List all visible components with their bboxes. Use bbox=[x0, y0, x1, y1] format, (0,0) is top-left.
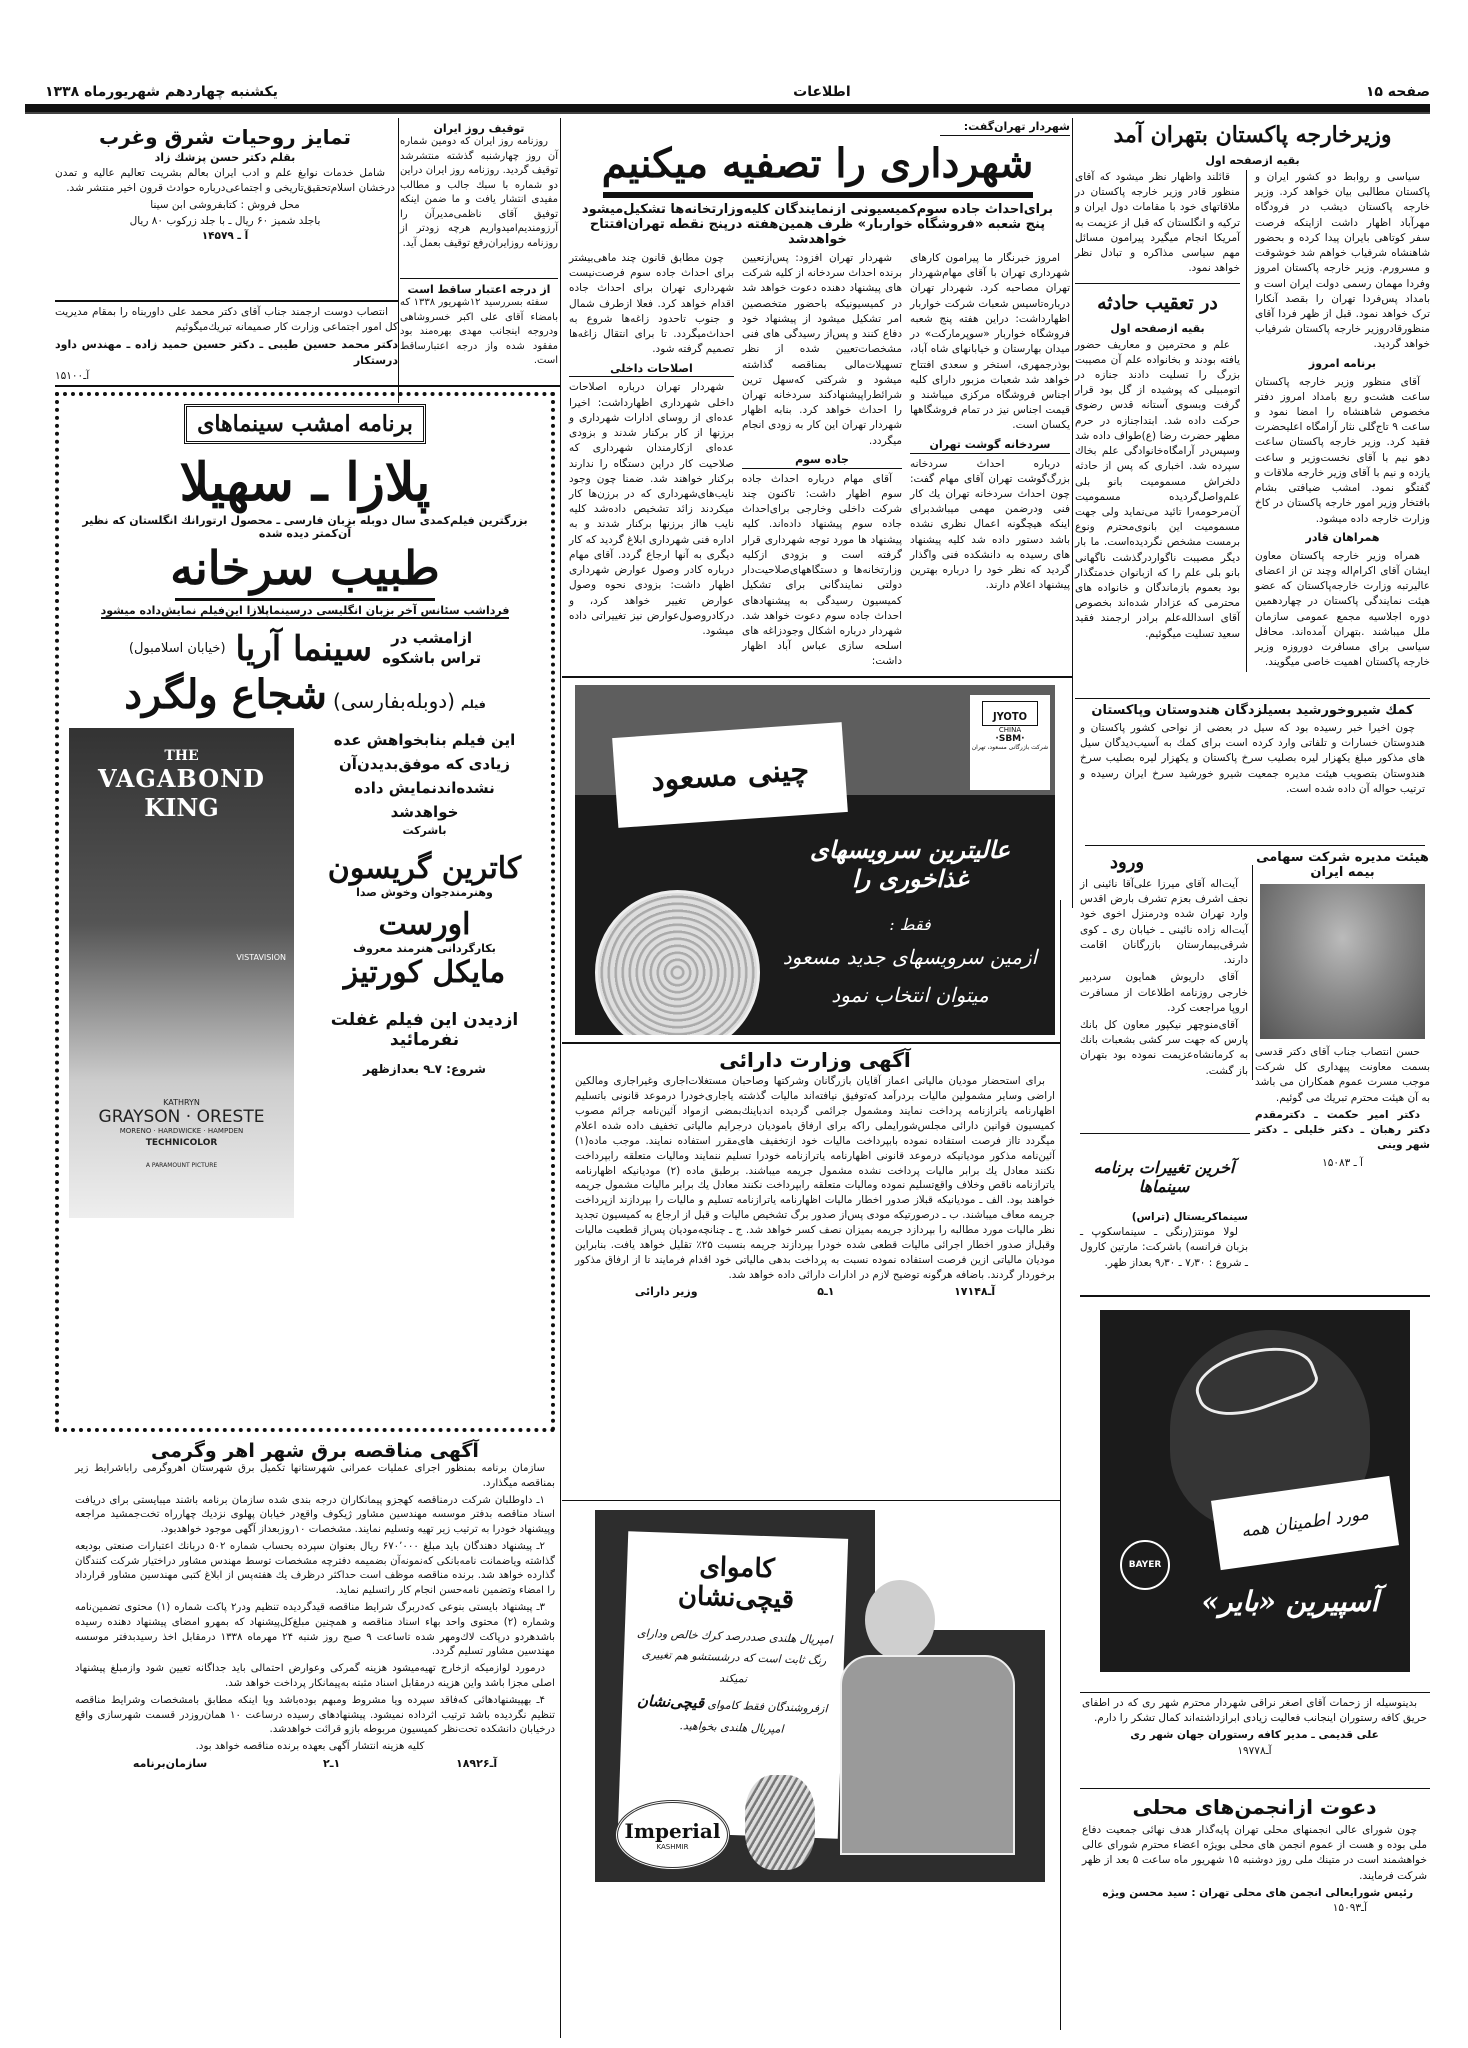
ad-book: تمایز روحیات شرق وغرب بقلم دکتر حسن پزشك زاد شامل خدمات نوابغ علم و ادب ایران بعالم بشریت تعالیم عالیه و تمدن درخشان اسلام‌تحقیق‌تاریخی و اجتماعی‌درباره حوادث قرون اخیر منتشر شد. محل فروش : کتابفروشی ابن سینا باجلد شمیز ۶۰ ریال ـ با جلد زرکوب ۸۰ ریال آ ـ ۱۴۵۷۹ bbox=[55, 125, 395, 244]
article-column: قائلند واظهار نظر میشود که آقای منظور قادر وزیر خارجه پاکستان در ملاقاتهای خود با مقامات دول ایران و ترکیه و انگلستان که قبل از عزیمت به آمریکا انجام میگیرد پیرامون مسائل مهم سیاسی مذاکره و تبادل نظر خواهد نمود. در تعقیب حادثه بقیه ازصفحه اول علم و محترمین و معاریف حضور یافته بودند و بخانواده علم آن مصیبت بزرگ را تسلیت دادند جنازه در اتومبیلی که پوشیده از گل بود قرار گرفت وبسوی آستانه قدس رضوی حرکت داده شد. ابتداجنازه در حرم مطهر حضرت رضا (ع)طواف داده شد وسپس‌در آرامگاه‌خانوادگی علم بخاك سپرده شد. اخباری که پس از حادثه دلخراش مسمومیت بانو بلی علم‌واصل‌گردیده مسمومیت آن‌مرحومه‌را تائید می‌نماید ولی جهت مسمومیت این بانوی‌محترم ونوع برمست مشخص نگردیده‌است. ما بار دیگر مصیبت ناگواردرگذشت ناگهانی بانو بلی علم را که ازبانوان خدمتگذار بود بعموم بازماندگان و خانواده های محترمی که عزادار شده‌اند بخصوص آقای اسدالله‌علم برادر ارجمند فقید سعید تسلیت میگوئیم. bbox=[1075, 170, 1247, 672]
model-head bbox=[865, 1580, 935, 1660]
kicker: شهردار تهران‌گفت: bbox=[940, 120, 1070, 136]
subhead: همراهان قادر bbox=[1305, 530, 1380, 544]
deck: برای‌احداث جاده سوم‌کمیسیونی ازنمایندگان کلیه‌وزارتخانه‌ها تشکیل‌میشود bbox=[581, 202, 1054, 217]
article-cinema-changes: آخرین تغییرات برنامه سینماها سینماکریستال (تراس) لولا مونتز(رنگی ـ سینماسکوپ ـ بزبان فرانسه) باشرکت: مارتین کارول ـ شروع : ۷٫۳۰ ـ ۹٫۳۰ بعداز ظهر. bbox=[1080, 1158, 1248, 1269]
headline: تمایز روحیات شرق وغرب bbox=[98, 125, 352, 149]
headline: وزیرخارجه پاکستان بتهران آمد bbox=[1113, 122, 1392, 148]
article-column: امروز خبرنگار ما پیرامون کارهای شهرداری تهران با آقای مهام‌شهردار تهران مصاحبه کرد. شهردار تهران درباره‌تاسیس شعبات شرکت خواربار اظهارداشت: دراین هفته پنج شعبه فروشگاه خواربار «سوپرمارکت» در میدان بهارستان و خیابانهای شاه آباد، بوذرجمهری، استخر و سعدی افتتاح خواهد شد شعبات مزبور دارای کلیه اجناس فروشگاه مرکزی میباشند و قیمت اجناس نیز در تمام فروشگاهها یکسان است. سردخانه گوشت تهران درباره احداث سردخانه بزرگ‌گوشت تهران آقای مهام گفت: چون احداث سردخانه تهران یك كار فنی ودرضمن مهمی میباشدبرای اینکه هیچگونه اعمال نظری نشده باشد دستور داده شد کلیه پیشنهاد های رسیده به دانشکده فنی واگذار گردید که نظر خود را درباره بهترین پیشنهاد اعلام دارند. bbox=[910, 252, 1070, 592]
article-accident: در تعقیب حادثه بقیه ازصفحه اول علم و محترمین و معاریف حضور یافته بودند و بخانواده علم آن مصیبت بزرگ را تسلیت دادند جنازه در اتومبیلی که پوشیده از گل بود قرار گرفت وبسوی آستانه قدس رضوی حرکت داده شد. ابتداجنازه در حرم مطهر حضرت رضا (ع)طواف داده شد وسپس‌در آرامگاه‌خانوادگی علم بخاك سپرده شد. اخباری که پس از حادثه دلخراش مسمومیت بانو بلی علم‌واصل‌گردیده مسمومیت آن‌مرحومه‌را تائید می‌نماید ولی جهت مسمومیت این بانوی‌محترم ونوع برمست مشخص نگردیده‌است. ما بار دیگر مصیبت ناگواردرگذشت ناگهانی بانو بلی علم را که ازبانوان خدمتگذار بود بعموم بازماندگان و خانواده های محترمی که عزادار شده‌اند بخصوص آقای اسدالله‌علم برادر ارجمند فقید سعید تسلیت میگوئیم. bbox=[1075, 291, 1240, 640]
continued-label: بقیه ازصفحه اول bbox=[1205, 154, 1300, 167]
paper-name: اطلاعات bbox=[793, 84, 851, 100]
signature: سازمان‌برنامه bbox=[132, 1756, 208, 1770]
author: بقلم دکتر حسن پزشك زاد bbox=[154, 151, 296, 164]
divider bbox=[562, 676, 1072, 678]
continued-label: بقیه ازصفحه اول bbox=[1110, 321, 1205, 335]
ad-code: آـ۱۹۷۷۸ bbox=[1237, 1744, 1272, 1757]
actor-name: کاترین گریسون bbox=[327, 850, 522, 886]
ad-code: آـ۱۵۰۹۳ bbox=[1332, 1902, 1367, 1915]
portrait-photo bbox=[1260, 884, 1425, 1039]
ad-imperial-wool bbox=[595, 1510, 1045, 1882]
issue-date: یکشنبه چهاردهم شهریورماه ۱۳۳۸ bbox=[45, 84, 278, 100]
deck: پنج شعبه «فروشگاه خواربار» ظرف همین‌هفته درپنج نقطه تهران‌افتتاح خواهدشد bbox=[589, 217, 1046, 247]
film-poster: THE VAGABOND KING VISTAVISION KATHRYN GRAYSON · ORESTE MORENO · HARDWICKE · HAMPDEN TECHNICOLOR A PARAMOUNT PICTURE bbox=[69, 728, 294, 1218]
ad-code: آـ۱۷۱۴۸ bbox=[954, 1284, 996, 1298]
headline: کمك شیروخورشید بسیلزدگان هندوستان وپاکستان bbox=[1091, 703, 1414, 718]
headline: آگهی مناقصه برق شهر اهر وگرمی bbox=[151, 1440, 479, 1462]
ad-code: آـ۱۸۹۲۶ bbox=[456, 1756, 498, 1770]
headline: آخرین تغییرات برنامه سینماها bbox=[1093, 1158, 1235, 1196]
column-divider bbox=[1060, 900, 1061, 2030]
showtime: شروع: ۷ـ۹ بعدازظهر bbox=[363, 1061, 486, 1076]
venue-name: پلازا ـ سهیلا bbox=[179, 452, 431, 513]
article-red-cross: کمك شیروخورشید بسیلزدگان هندوستان وپاکستان چون اخیرا خبر رسیده بود که سیل در بعضی از نواحی کشور پاکستان و هندوستان خسارات و تلفاتی وارد کرده است برای کمك به آسیب‌دیدگان سیل های مذکور مبلغ یکهزار لیره بصلیب سرخ پاکستان و یکهزار لیره بصلیب سرخ هندوستان بتصویب هیئت مدیره جمعیت شیرو خورشید سرخ ایران رسیده و ترتیب حواله آن داده شده است. bbox=[1080, 703, 1425, 795]
article-arrivals: ورود آیت‌اله آقای میرزا علی‌آقا نائینی از نجف اشرف بعزم تشرف بارض اقدس وارد تهران شده ودرمنزل اخوی خود آیت‌اله زاده نائینی ـ خیابان ری ـ کوی شرقی‌بیمارستان بازرگانان اقامت دارند. آقای داریوش همایون سردبیر خارجی روزنامه اطلاعات از مسافرت اروپا مراجعت کرد. آقای‌منوچهر نیکپور معاون کل بانك پارس که جهت سر کشی بشعبات بانك به کرمانشاه‌عزیمت نموده بود بتهران باز گشت. bbox=[1080, 852, 1248, 1077]
yarn-skein bbox=[745, 1775, 815, 1870]
headline: در تعقیب حادثه bbox=[1097, 291, 1218, 314]
notice-void-check: از درجه اعتبار ساقط است سفته بسررسید ۱۲شهریور ۱۳۳۸ که بامضاء آقای علی اکبر خسرو‌شاهی ودروجه اینجانب مهدی بهره‌مند بود مفقود شده واز درجه اعتبارساقط است. bbox=[400, 283, 558, 366]
director-name: مایکل کورتیز bbox=[343, 954, 506, 990]
article-column: چون مطابق قانون چند ماهی‌بیشتر برای احداث جاده سوم فرصت‌نیست شهرداری تهران برای احداث جاده اقدام خواهد کرد. فعلا ازطرف شمال و جنوب تاحدود زاغه‌ها شروع به احداث‌میگردد. تا برای انتقال زاغه‌ها تصمیم گرفته شود. اصلاحات داخلی شهردار تهران درباره اصلاحات داخلی شهرداری اظهارداشت: اخیرا عده‌ای از روسای ادارات شهرداری و برزنها از کار برکنار شدند و بزودی عده‌ای ازکارمندان شهرداری که صلاحیت کار دراین دستگاه را ندارند برکنار خواهند شد. ضمنا چون وجود نایب‌های‌شهرداری که در برزن‌ها کار میکردند زائد تشخیص داده‌شد کلیه نایب هااز برزنها برکنار شدند و به اداره فنی شهرداری ابلاغ گردید که کار دیگری به آنها ارجاع گردد. آقای مهام درباره کادر وصول عوارض شهرداری اظهار داشت: بزودی نحوه وصول عوارض تغییر خواهد کرد، و درکادروصول‌عوارض نیز تغییراتی داده میشود. bbox=[569, 252, 734, 637]
notice-finance-ministry: آگهی وزارت دارائی برای استحضار مودیان مالیاتی اعماز آقایان بازرگانان وشرکتها وصاحبان مستغلات‌اجاری وغیراجاری ومالکین اراضی وسایر مشمولین مالیات بردرآمد که‌توفیق نیافته‌اند مالیات گذشته یاجاری‌خودرا درموعد قانونی باتسلیم اظهارنامه یاترازنامه پرداخت نمایند ومشمول جرائمی گردیده اندباینك‌بمضی ازمواد آئین‌نامه جرائم مصوب کمیسیون قوانین دارائی مجلس‌شورایملی راکه برای ارفاق بامودیان درجرایم مالیاتی تخفیف داده شده اعلام میگردد تااز فرصت استفاده نموده بابپرداخت مالیات خود ازتخفیف های‌مقرر استفاده نمایند. موجب ماده(۱) آئین‌نامه مذکور مودیانیکه درموعد قانونی اظهارنامه یاترازنامه خودرا تسلیم ننمایند ومالیات متعلقه رابپرداخت نکنند معادل یك برابر مالیات پرداخت نشده مشمول جریمه میباشند. برطبق ماده (۲) مودیانیکه اظهارنامه یاترازنامه ناقص وخلاف واقع‌تسلیم نموده ومالیات متعلقه رابپرداخت نکنند معادل یك برابر مالیات مشمول جریمه خواهند بود. الف ـ مودیانیکه قبلاز صدور اخطار مالیات اظهارنامه یاترازنامه تسلیم و مالیات را بپردازند ازپرداخت جریمه معاف میباشند. ب ـ درصورتیکه مودی پس‌از صدور برگ تشخیص مالیات و قبل از ارجاع به کمیسیون تجدید نظر مالیات مورد مطالبه را بپردازد جریمه بمیزان نصف کسر خواهد شد. ج ـ چنانچه‌مودیان پس‌از قطعیت مالیات وقبل‌از صدور اخطار اجرائی مالیات قطعی شده خودرا بپردازند جریمه بنسبت ۲۵٪ تقلیل خواهد یافت. بنابراین مودیان مالیاتی ازین فرصت استفاده نموده نسبت به پرداخت بدهی مالیاتی خود اقدام فرمایند تا از ارفاق مذکور برخوردار گردند. باضافه هرگونه توضیح لازم در ادارات دارائی داده خواهد شد. آـ۱۷۱۴۸ ۱ـ۵ وزیر دارائی bbox=[575, 1048, 1055, 1298]
headline: شهرداری را تصفیه میکنیم bbox=[601, 140, 1034, 187]
column-divider bbox=[1072, 118, 1073, 908]
headline: از درجه اعتبار ساقط است bbox=[407, 283, 551, 296]
divider bbox=[55, 300, 398, 302]
ad-masoud-china: چینی مسعود JYOTO CHINA ·SBM· شرکت بازرگانی مسعود، تهران عالیترین سرویسهای غذاخوری را فقط : ازمین سرویسهای جدید مسعود میتوان انتخاب نمود bbox=[575, 685, 1055, 1035]
ad-cinema-program: برنامه امشب سینماهای پلازا ـ سهیلا بزرگترین فیلم‌کمدی سال دوبله بزبان فارسی ـ محصول ارتورانك انگلستان که نظیر آن‌کمتر دیده شده طبیب سرخانه فرداشب سئانس آخر بزبان انگلیسی درسینماپلازا این‌فیلم نمایش‌داده میشود ازامشب در تراس باشکوه سینما آریا (خیابان اسلامبول) فیلم (دوبله‌بفارسی) شجاع ولگرد این فیلم بنابخواهش عده زیادی که موفق‌بدیدن‌آن نشده‌اندنمایش داده خواهدشد باشرکت کاترین گریسون وهنرمندجوان وخوش صدا اورست بکارگردانی هنرمند معروف مایکل کورتیز ازدیدن این فیلم غفلت نفرمائید شروع: ۷ـ۹ بعدازظهر THE VAGABOND KING VISTAVISION KATHRYN GRAYSON · ORESTE MORENO · HARDWICKE · HAMPDEN TECHNICOLOR A PARAMOUNT PICTURE bbox=[55, 392, 555, 1432]
headline: ورود bbox=[1110, 852, 1145, 873]
column-divider bbox=[1252, 865, 1253, 1080]
ad-slogan: عالیترین سرویسهای غذاخوری را bbox=[809, 835, 1011, 893]
jyoto-logo: JYOTO CHINA ·SBM· شرکت بازرگانی مسعود، تهران bbox=[970, 695, 1050, 790]
column-divider bbox=[398, 118, 399, 403]
divider bbox=[1085, 845, 1425, 846]
film-title: طبیب سرخانه bbox=[170, 541, 440, 596]
signature: وزیر دارائی bbox=[634, 1284, 698, 1298]
ad-bayer-aspirin bbox=[1100, 1310, 1410, 1672]
banner: برنامه امشب سینماهای bbox=[184, 404, 426, 444]
article-mayor bbox=[565, 120, 1070, 672]
imperial-logo: Imperial KASHMIR bbox=[615, 1800, 730, 1870]
masthead-rule bbox=[25, 104, 1430, 114]
ad-code: آ ـ ۱۵۰۸۳ bbox=[1322, 1156, 1363, 1169]
article-insurance: هیئت مدیره شرکت سهامی بیمه ایران حسن انتصاب جناب آقای دکتر قدسی بسمت معاونت پیهداری کل شرکت موجب مسرت عموم همکاران می باشد به آن هیئت محترم تبریك می گوئیم. دکتر امیر حکمت ـ دکترمقدم دکتر رهبان ـ دکتر خلیلی ـ دکتر شهر وینی آ ـ ۱۵۰۸۳ bbox=[1255, 850, 1430, 1171]
headline: هیئت مدیره شرکت سهامی bbox=[1256, 850, 1429, 865]
divider bbox=[1080, 1133, 1250, 1134]
divider bbox=[1075, 698, 1430, 699]
divider bbox=[400, 278, 558, 279]
headline: آگهی وزارت دارائی bbox=[719, 1048, 911, 1072]
article-column: شهردار تهران افزود: پس‌ازتعیین برنده احداث سردخانه از کلیه شرکت های پیشنهاد دهنده دعوت خواهد شد در کمیسیونیکه باحضور متخصصین امر تشکیل میشود از پیشنهاد خود دفاع کنند و پس‌از رسیدگی های فنی مشخصات‌تعیین شده از نظر تسهیلات‌مالی بمناقصه گذاشته میشود و شرکتی که‌سهل ترین شرائط‌راپیشنهادکند سردخانه تهران را احداث خواهد کرد. بنابه اظهار شهردار تهران این کار به زودی انجام میگردد. جاده سوم آقای مهام درباره احداث جاده سوم اظهار داشت: تاکنون چند شرکت داخلی وخارجی برای‌احداث جاده سوم پیشنهاد داده‌اند. کلیه پیشنهاد ها مورد توجه شهرداری قرار گرفته است و بزودی ازکلیه وزارتخانه‌ها و دستگاههای‌صلاحیت‌دار دولتی نمایندگانی برای تشکیل کمیسیون رسیدگی به پیشنهادهای احداث جاده سوم دعوت خواهد شد. شهردار درباره اشکال وجودزاغه های اسلحه سازی عباس آباد اظهار داشت: bbox=[742, 252, 902, 668]
notice-congrats: انتصاب دوست ارجمند جناب آقای دکتر محمد علی داوربناه را بمقام مدیریت کل امور اجتماعی وزارت کار صمیمانه تبریك‌میگوئیم دکتر محمد حسین طیبی ـ دکتر حسین حمید زاده ـ مهندس داود درستکار آـ۱۵۱۰۰ bbox=[55, 305, 398, 385]
headline: دعوت ازانجمن‌های محلی bbox=[1132, 1795, 1377, 1819]
divider bbox=[562, 1500, 1060, 1501]
divider bbox=[1080, 1295, 1430, 1297]
headline: توقیف روز ایران bbox=[433, 122, 525, 135]
divider bbox=[562, 1042, 1060, 1044]
actor-name: اورست bbox=[378, 906, 471, 942]
divider bbox=[55, 385, 560, 387]
subhead: برنامه امروز bbox=[1308, 356, 1377, 370]
divider bbox=[1080, 1692, 1430, 1693]
ad-card: کاموای قیچی‌نشان امپریال هلندی صددرصد کرك خالص ودارای رنگ ثابت است که درشستشو هم تغییری نمیکند ازفروشندگان فقط کاموای قیچی‌نشان امپریال هلندی بخواهید. bbox=[618, 1531, 848, 1838]
notice-councils: دعوت ازانجمن‌های محلی چون شورای عالی انجمنهای محلی تهران پایه‌گذار هدف نهائی جمعیت دفاع ملی بوده و هست از عموم انجمن های محلی بویژه اعضاء محترم شورای عالی خواهشمند است در متینك ملی روز دوشنبه ۱۵ شهریور ماه ساعت ۵ بعد از ظهر شرکت فرمایند. رئیس شورایعالی انجمن های محلی تهران : سید محسن ویژه آـ۱۵۰۹۳ bbox=[1082, 1795, 1427, 1916]
notice-thanks: بدینوسیله از زحمات آقای اصغر نراقی شهردار محترم شهر ری که در اطفای حریق کافه رستوران اینجانب فعالیت زیادی ابرازداشته‌اند کمال تشکر را دارم. علی قدیمی ـ مدیر کافه رستوران جهان شهر ری آـ۱۹۷۷۸ bbox=[1082, 1696, 1427, 1759]
model-sweater bbox=[840, 1655, 1015, 1855]
notice-ruz-iran: توقیف روز ایران روزنامه روز ایران که دومین شماره آن روز چهارشنبه گذشته منتشرشد توقیف گردید. روزنامه روز ایران دراین دو شماره با سبك جالب و مطالب مفیدی انتشار یافت و ما ضمن اینکه توفیق آقای ناظمی‌مدیرآن را آرزومندیم‌امیدواریم هرچه زودتر از روزنامه روزایران‌رفع توقیف بعمل آید. bbox=[400, 122, 558, 249]
notice-tender: آگهی مناقصه برق شهر اهر وگرمی سازمان برنامه بمنظور اجرای عملیات عمرانی شهرستانها تکمیل برق شهرستان اهروگرمی راباشرایط زیر بمناقصه میگذارد. ۱ـ داوطلبان شرکت درمناقصه کهجزو پیمانکاران درجه بندی شده سازمان برنامه باشند میبایستی برای دریافت اسناد مناقصه بدفتر موسسه مهندسین مشاور ژیکوف واقع‌در خیابان پهلوی نزدیك چهارراه تخت‌جمشید مراجعه وپیشنهاد خودرا به ترتیب زیر تهیه وتسلیم نمایند. مشخصات ۱۰روزبعداز آگهی موجود خواهدبود. ۲ـ پیشنهاد دهندگان باید مبلغ ۶۷۰٬۰۰۰ ریال بعنوان سپرده بحساب شماره ۵۰۲ دربانك اعتبارات صنعتی بودیعه گذاشته ویاضمانت نامه‌بانکی که‌نمونه‌آن بضمیمه دفترچه مشخصات توسط مهندس مشاور دراختیار شرکت کنندگان گذارده خواهد شد. برنده مناقصه موظف است حداکثر درظرف یك هفته‌پس از ابلاغ کتبی مهندسین مشاور قرارداد را امضاء وتضمین نامه‌حسن انجام کار راتسلیم نماید. ۳ـ پیشنهاد بایستی بنوعی که‌دربرگ شرایط مناقصه قیدگردیده تنظیم ودر۲ پاکت شماره (۱) محتوی تضمین‌نامه وشماره (۲) محتوی واحد بهاء اسناد مناقصه و همچنین مبلغ‌کل‌پیشنهاد که بمهرو امضای پیشنهاد دهنده رسیده باشدهردو درپاکت لاك‌ومهر شده تاساعت ۹ صبح روز شنبه ۲۴ مهرماه ۱۳۳۸ درمقابل اخذ رسیدبدفتر موسسه مهندسین مشاور تسلیم گردد. درمورد لوازمیکه ازخارج تهیه‌میشود هزینه گمرکی وعوارض احتمالی باید جداگانه تعیین شود وازمبلغ پیشنهاد اصلی مجزا باشد واین هزینه درمقابل اسناد مثبته به‌پیمانکار پرداخت خواهد شد. ۴ـ بهپیشنهادهائی که‌فاقد سپرده ویا مشروط ومبهم بوده‌باشد ویا اینکه مطابق بامشخصات وشرایط مناقصه تنظیم نگردیده باشد ترتیب اثرداده نمیشود. پیشنهادهای رسیده درساعت ۱۰ همان‌روزدر قسمت شهرسازی واقع درخیابان دانشکده تحت‌نظر کمیسیون مربوطه بازو قرائت خواهدشد. کلیه هزینه انتشار آگهی بعهده برنده مناقصه خواهد بود. آـ۱۸۹۲۶ ۱ـ۲ سازمان‌برنامه bbox=[75, 1440, 555, 1770]
headline: بیمه ایران bbox=[1310, 865, 1375, 880]
masthead bbox=[45, 80, 1430, 104]
film-title: شجاع ولگرد bbox=[124, 670, 328, 718]
article-column: سیاسی و روابط دو کشور ایران و پاکستان مطالبی بیان خواهد کرد. وزیر خارجه پاکستان دیشب در فرودگاه مهرآباد اظهار داشت ازاینکه فرصت سفر کوتاهی بایران پیدا کرده و بحضور شاهنشاه شرفیاب خواهم شد خوشوقت و مسرورم. وزیر خارجه پاکستان امروز وفردا مهمان رسمی دولت ایران است و بامداد پس‌فردا تهران را بقصد آنکارا ترک خواهد نمود. قبل از ظهر فردا آقای منظورقادروزیر خارجه پاکستان شرفیاب خواهد گردید. برنامه امروز آقای منظور وزیر خارجه پاکستان ساعت هشت‌و ربع بامداد امروز دفتر مخصوص شاهنشاه را امضا نمود و ساعت ۹ تاج‌گلی نثار آرامگاه اعلیحضرت فقید کرد. وزیر خارجه پاکستان ساعت دهو نیم با آقای نخست‌وزیر و ساعت یازده و نیم با آقای وزیر خارجه ملاقات و گفتگو نمود. امشب ضیافتی بشام بافتخار وزیر امور خارجه پاکستان در کاخ وزارت خارجه داده میشود. همراهان قادر همراه وزیر خارجه پاکستان معاون ایشان آقای اکرام‌اله وچند تن از اعضای عالیرتبه وزارت خارجه‌پاکستان که عضو هیئت نمایندگی پاکستان در چهاردهمین دوره اجلاسیه مجمع عمومی سازمان ملل میباشند .بتهران آمده‌اند. محافل سیاسی برای مسافرت دوروزه وزیر خارجه پاکستان اهمیت خاصی میگویند. bbox=[1255, 171, 1430, 669]
article-pakistan-fm bbox=[1075, 122, 1430, 672]
page-number: صفحه ۱۵ bbox=[1365, 84, 1430, 100]
ad-tagline: مورد اطمینان همه bbox=[1211, 1476, 1399, 1570]
plate-illustration bbox=[595, 890, 760, 1035]
column-divider bbox=[560, 118, 561, 2038]
venue-name: سینما آریا bbox=[235, 628, 373, 669]
ad-brand: چینی مسعود bbox=[612, 722, 848, 828]
bayer-logo: BAYER bbox=[1120, 1540, 1170, 1590]
divider bbox=[1080, 1788, 1430, 1789]
ad-code: آ ـ ۱۴۵۷۹ bbox=[201, 229, 249, 242]
ad-code: آـ۱۵۱۰۰ bbox=[55, 370, 90, 383]
ad-product: آسپیرین «بایر» bbox=[1201, 1585, 1379, 1618]
